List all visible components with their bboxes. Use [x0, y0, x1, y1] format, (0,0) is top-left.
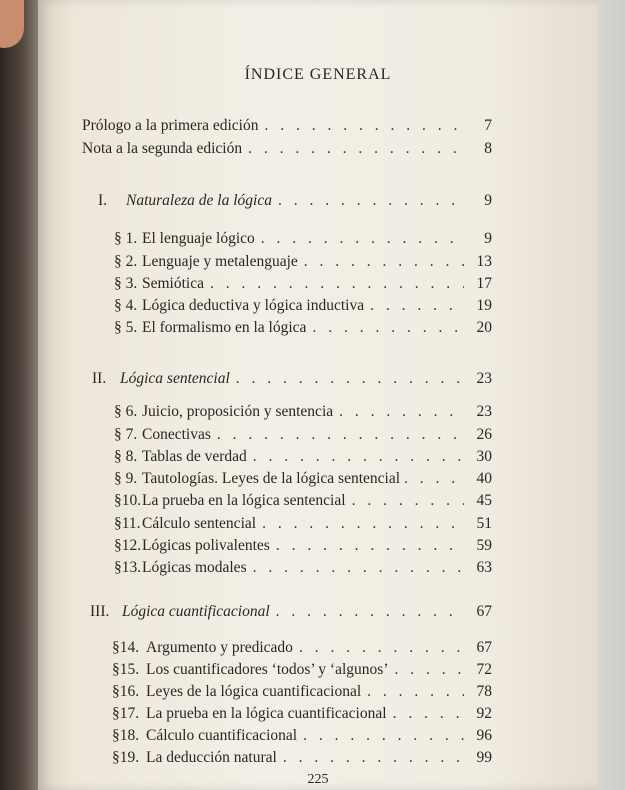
page-number: 63	[476, 559, 492, 576]
page-number: 9	[484, 230, 492, 247]
page-number: 45	[476, 492, 492, 509]
toc-section	[114, 403, 492, 421]
toc-section	[112, 639, 492, 657]
section-number: §19.	[112, 749, 140, 766]
entry-label: Los cuantificadores ‘todos’ y ‘algunos’	[146, 661, 389, 678]
page-number: 26	[476, 426, 492, 443]
entry-label: Nota a la segunda edición	[82, 140, 243, 157]
toc-section	[114, 230, 492, 248]
toc-section	[114, 515, 492, 533]
section-number: §14.	[112, 639, 140, 656]
entry-label: Lógica cuantificacional	[122, 603, 270, 620]
section-number: §16.	[112, 683, 140, 700]
entry-label: El lenguaje lógico	[142, 230, 255, 247]
leader-dots	[261, 230, 464, 248]
page-number: 51	[476, 515, 492, 532]
page-number: 20	[476, 319, 492, 336]
section-number: § 4.	[114, 297, 138, 314]
page-number: 78	[476, 683, 492, 700]
page-number: 67	[476, 603, 492, 620]
leader-dots	[304, 253, 464, 271]
section-number: § 7.	[114, 426, 138, 443]
background-left	[0, 0, 40, 790]
entry-label: Tablas de verdad	[142, 448, 247, 465]
leader-dots	[393, 705, 464, 723]
toc-section	[114, 537, 492, 555]
entry-label: Lógicas modales	[142, 559, 247, 576]
page-number: 72	[476, 661, 492, 678]
section-number: §11.	[114, 515, 141, 532]
entry-label: Tautologías. Leyes de la lógica sentencial	[142, 470, 401, 487]
section-number: §17.	[112, 705, 140, 722]
entry-label: Semiótica	[142, 275, 204, 292]
page-number: 92	[476, 705, 492, 722]
entry-label: Cálculo sentencial	[142, 515, 257, 532]
book-page	[38, 0, 598, 790]
leader-dots	[367, 683, 464, 701]
leader-dots	[276, 603, 464, 621]
entry-label: El formalismo en la lógica	[142, 319, 307, 336]
leader-dots	[303, 727, 464, 745]
leader-dots	[253, 559, 464, 577]
toc-section	[112, 661, 492, 679]
leader-dots	[278, 192, 464, 210]
toc-section	[114, 319, 492, 337]
entry-label: La prueba en la lógica cuantificacional	[146, 705, 387, 722]
leader-dots	[248, 140, 464, 158]
toc-section	[112, 749, 492, 767]
entry-label: La deducción natural	[146, 749, 277, 766]
entry-label: Naturaleza de la lógica	[126, 192, 272, 209]
entry-label: Prólogo a la primera edición	[82, 117, 259, 134]
section-number: § 8.	[114, 448, 138, 465]
page-number: 67	[476, 639, 492, 656]
leader-dots	[276, 537, 464, 555]
entry-label: Lógica sentencial	[120, 370, 230, 387]
section-number: §18.	[112, 727, 140, 744]
page-number: 40	[476, 470, 492, 487]
toc-section	[114, 426, 492, 444]
toc-chapter-2	[92, 370, 492, 388]
entry-label: Conectivas	[142, 426, 211, 443]
section-number: § 1.	[114, 230, 138, 247]
section-number: §13.	[114, 559, 142, 576]
entry-label: Juicio, proposición y sentencia	[142, 403, 334, 420]
entry-label: Lenguaje y metalenguaje	[142, 253, 298, 270]
leader-dots	[217, 426, 464, 444]
section-number: §12.	[114, 537, 142, 554]
leader-dots	[299, 639, 464, 657]
leader-dots	[352, 492, 464, 510]
page-number: 225	[307, 772, 329, 787]
toc-chapter-1	[98, 192, 492, 210]
page-number: 7	[484, 117, 492, 134]
entry-label: Cálculo cuantificacional	[146, 727, 298, 744]
leader-dots	[283, 749, 464, 767]
page-number: 8	[484, 140, 492, 157]
page-number: 23	[476, 370, 492, 387]
page-title: ÍNDICE GENERAL	[244, 66, 392, 83]
page-number: 13	[476, 253, 492, 270]
entry-label: Lógica deductiva y lógica inductiva	[142, 297, 365, 314]
toc-section	[114, 297, 492, 315]
toc-section	[114, 448, 492, 466]
leader-dots	[253, 448, 464, 466]
section-number: § 9.	[114, 470, 138, 487]
section-number: II.	[92, 370, 107, 387]
toc-section	[114, 275, 492, 293]
page-number: 30	[476, 448, 492, 465]
toc-chapter-3	[90, 603, 492, 621]
leader-dots	[264, 117, 464, 135]
section-number: § 5.	[114, 319, 138, 336]
page-number: 17	[476, 275, 492, 292]
leader-dots	[210, 275, 464, 293]
entry-label: Lógicas polivalentes	[142, 537, 270, 554]
leader-dots	[312, 319, 464, 337]
page-number: 9	[484, 192, 492, 209]
page-number: 99	[476, 749, 492, 766]
entry-label: La prueba en la lógica sentencial	[142, 492, 346, 509]
toc-entry-prologo	[82, 117, 492, 135]
toc-section	[114, 253, 492, 271]
leader-dots	[404, 470, 466, 488]
section-number: I.	[98, 192, 108, 209]
toc-section	[114, 470, 492, 488]
section-number: §10.	[114, 492, 142, 509]
page-number: 96	[476, 727, 492, 744]
toc-section	[112, 683, 492, 701]
section-number: § 6.	[114, 403, 138, 420]
entry-label: Argumento y predicado	[146, 639, 293, 656]
toc-entry-nota	[82, 140, 492, 158]
leader-dots	[339, 403, 464, 421]
section-number: § 2.	[114, 253, 138, 270]
section-number: §15.	[112, 661, 140, 678]
leader-dots	[236, 370, 464, 388]
toc-section	[112, 705, 492, 723]
section-number: III.	[90, 603, 110, 620]
leader-dots	[370, 297, 464, 315]
page-number: 19	[476, 297, 492, 314]
entry-label: Leyes de la lógica cuantificacional	[146, 683, 362, 700]
toc-section	[114, 559, 492, 577]
leader-dots	[262, 515, 464, 533]
toc-section	[112, 727, 492, 745]
section-number: § 3.	[114, 275, 138, 292]
toc-section	[114, 492, 492, 510]
leader-dots	[394, 661, 464, 679]
page-number: 23	[476, 403, 492, 420]
page-number: 59	[476, 537, 492, 554]
